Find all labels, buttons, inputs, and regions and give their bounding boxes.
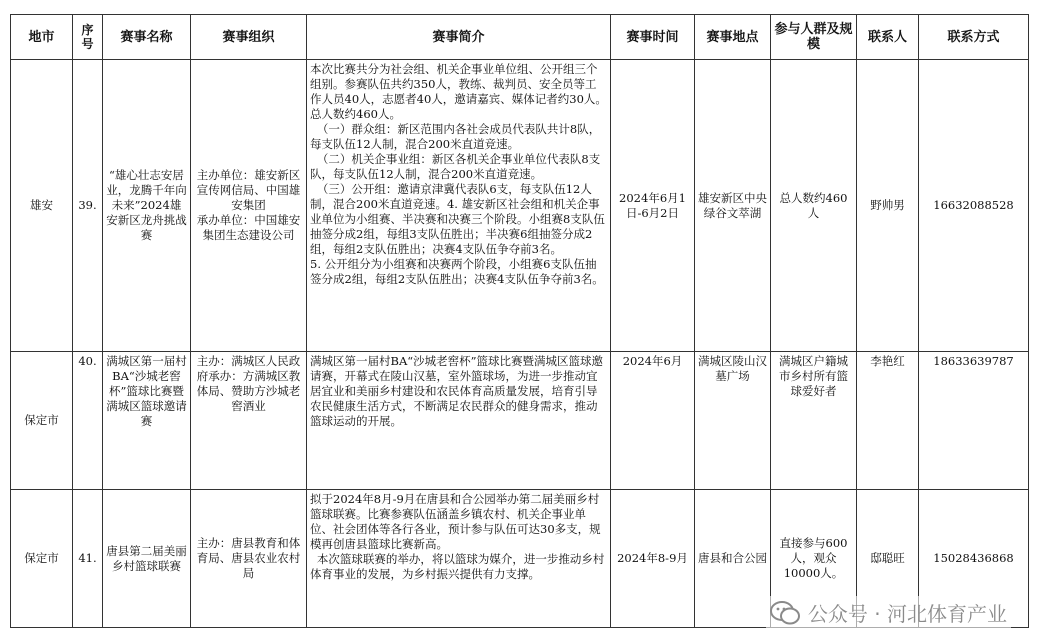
cell-no: 40. [73, 352, 103, 490]
header-time: 赛事时间 [611, 15, 695, 60]
header-phone: 联系方式 [919, 15, 1029, 60]
summary-paragraph: 5. 公开组分为小组赛和决赛两个阶段，小组赛6支队伍抽签分成2组，每组2支队伍胜出；决赛4支队伍争夺前3名。 [310, 257, 604, 286]
summary-paragraph: （二）机关企事业组：新区各机关企事业单位代表队8支队，每支队伍12人制，混合200米直道竞速。 [310, 152, 601, 181]
summary-paragraph: 本次篮球联赛的举办，将以篮球为媒介，进一步推动乡村体育事业的发展，为乡村振兴提供有力支撑。 [310, 552, 605, 581]
cell-org: 主办：满城区人民政府承办：方满城区教体局、赞助方沙城老窖酒业 [191, 352, 307, 490]
cell-time: 2024年6月1日-6月2日 [611, 60, 695, 352]
cell-time: 2024年8-9月 [611, 490, 695, 628]
cell-region: 雄安 [11, 60, 73, 352]
cell-phone: 15028436868 [919, 490, 1029, 628]
cell-org [191, 60, 307, 352]
cell-org: 主办：唐县教育和体育局、唐县农业农村局 [191, 490, 307, 628]
cell-scale: 直接参与600人，观众10000人。 [771, 490, 857, 628]
cell-summary [307, 352, 611, 490]
wechat-official-account-icon [770, 600, 800, 626]
cell-name: “雄心壮志安居业，龙腾千年向未来”2024雄安新区龙舟挑战赛 [103, 60, 191, 352]
org-organizer: 主办单位：雄安新区宣传网信局、中国雄安集团 承办单位：中国雄安集团生态建设公司 [196, 168, 301, 242]
header-org: 赛事组织 [191, 15, 307, 60]
header-scale: 参与人群及规模 [771, 15, 857, 60]
cell-region: 保定市 [11, 352, 73, 490]
header-place: 赛事地点 [695, 15, 771, 60]
header-contact: 联系人 [857, 15, 919, 60]
summary-paragraph: 本次比赛共分为社会组、机关企事业单位组、公开组三个组别。参赛队伍共约350人，教练、裁判员、安全员等工作人员40人，志愿者40人，邀请嘉宾、媒体记者约30人。总人数约460人。 [310, 62, 607, 121]
cell-place: 满城区陵山汉墓广场 [695, 352, 771, 490]
watermark [766, 596, 1011, 629]
table-row [11, 60, 1029, 352]
header-row [11, 15, 1029, 60]
summary-paragraph: 拟于2024年8月-9月在唐县和合公园举办第二届美丽乡村篮球联赛。比赛参赛队伍涵盖乡镇农村、机关企事业单位、社会团体等各行各业，预计参与队伍可达30多支，规模再创唐县篮球比赛新高。 [310, 492, 601, 551]
summary-paragraph: （三）公开组：邀请京津冀代表队6支，每支队伍12人制，混合200米直道竞速。4. 雄安新区社会组和机关企事业单位为小组赛、半决赛和决赛三个阶段。小组赛8支队伍抽签分成2组，每组3支队伍胜出；半决赛6组抽签分成2组，每组2支队伍胜出；决赛4支队伍争夺前3名。 [310, 182, 605, 256]
cell-scale: 总人数约460人 [771, 60, 857, 352]
events-table [10, 14, 1029, 628]
cell-scale: 满城区户籍城市乡村所有篮球爱好者 [771, 352, 857, 490]
summary-paragraph: 满城区第一届村BA“沙城老窖杯”篮球比赛暨满城区篮球邀请赛，开幕式在陵山汉墓，室外篮球场，为进一步推动宜居宜业和美丽乡村建设和农民体育高质量发展，培育引导农民健康生活方式，不断满足农民群众的健身需求，推动篮球运动的开展。 [310, 354, 604, 428]
cell-no: 41. [73, 490, 103, 628]
cell-summary [307, 490, 611, 628]
cell-phone: 16632088528 [919, 60, 1029, 352]
summary-paragraph: （一）群众组：新区范围内各社会成员代表队共计8队，每支队伍12人制，混合200米直道竞速。 [310, 122, 601, 151]
cell-contact: 邸聪旺 [857, 490, 919, 628]
cell-summary [307, 60, 611, 352]
cell-phone: 18633639787 [919, 352, 1029, 490]
cell-time: 2024年6月 [611, 352, 695, 490]
cell-name: 满城区第一届村BA“沙城老窖杯”篮球比赛暨满城区篮球邀请赛 [103, 352, 191, 490]
cell-region: 保定市 [11, 490, 73, 628]
header-summary: 赛事简介 [307, 15, 611, 60]
header-name: 赛事名称 [103, 15, 191, 60]
cell-contact: 李艳红 [857, 352, 919, 490]
cell-place: 雄安新区中央绿谷文萃湖 [695, 60, 771, 352]
cell-place: 唐县和合公园 [695, 490, 771, 628]
table-row [11, 352, 1029, 490]
watermark-text: 公众号 · 河北体育产业 [807, 602, 1007, 626]
cell-contact: 野帅男 [857, 60, 919, 352]
cell-no: 39. [73, 60, 103, 352]
header-region: 地市 [11, 15, 73, 60]
cell-name: 唐县第二届美丽乡村篮球联赛 [103, 490, 191, 628]
header-no: 序号 [73, 15, 103, 60]
